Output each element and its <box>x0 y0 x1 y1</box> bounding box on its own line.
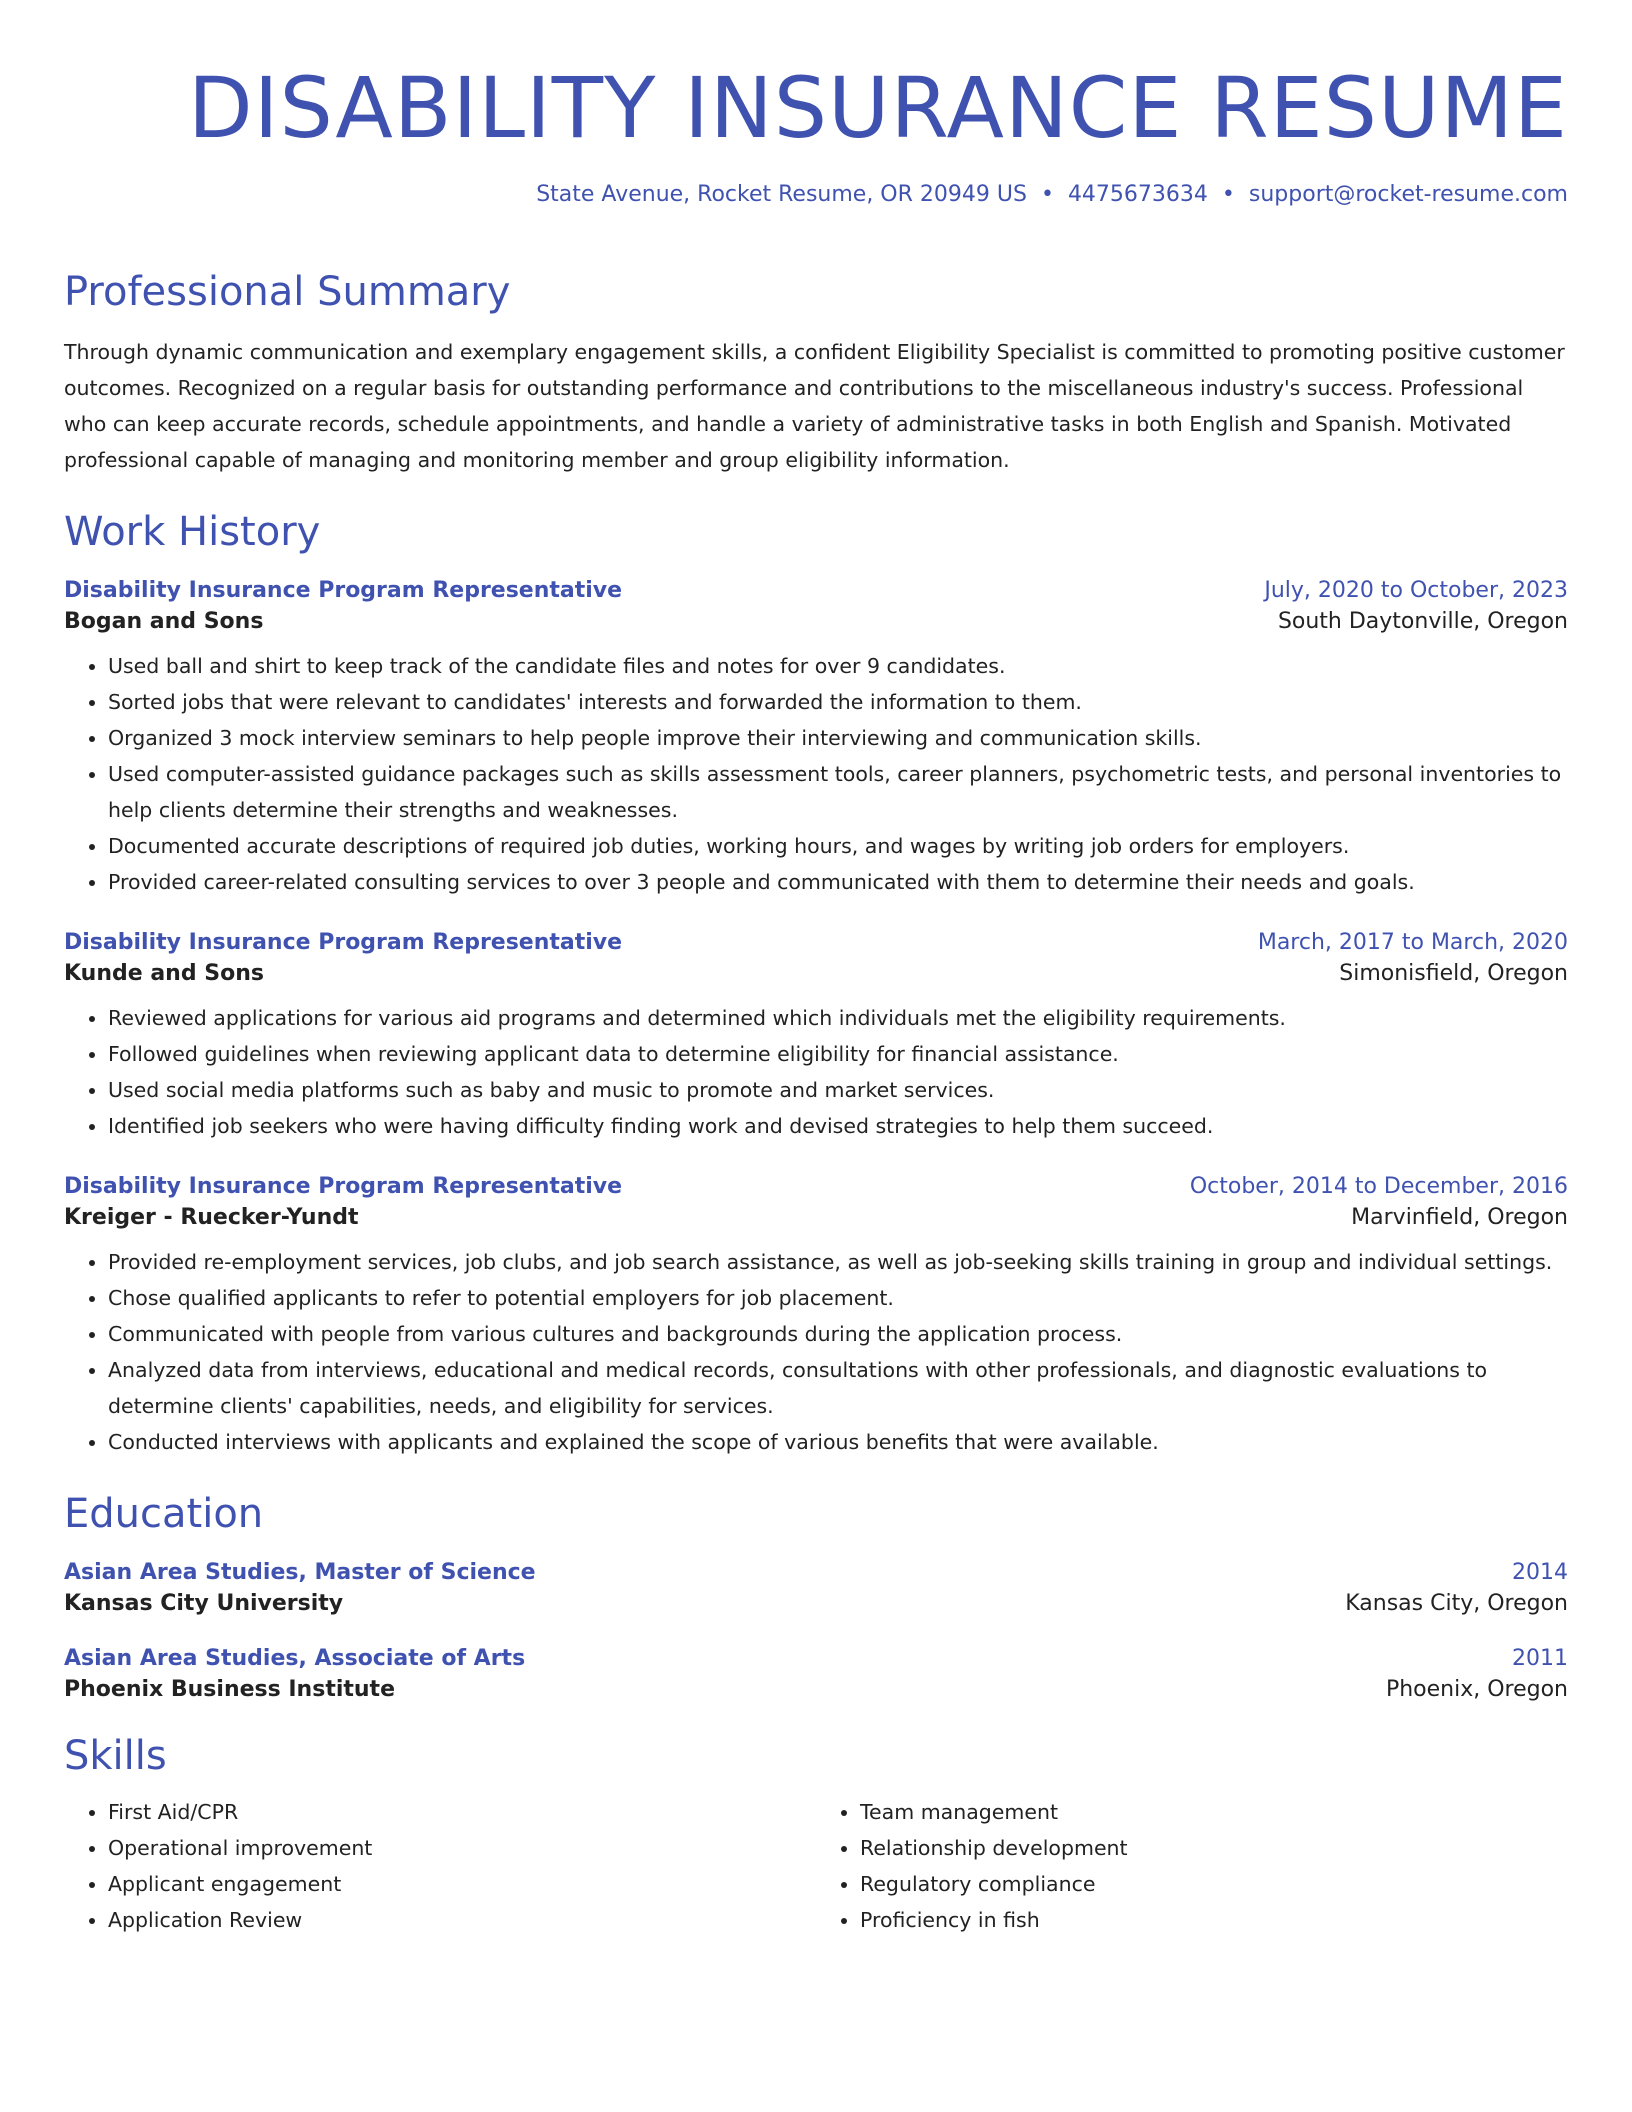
contact-separator: • <box>1040 182 1054 207</box>
work-section <box>64 508 1568 1460</box>
school-location: Kansas City, Oregon <box>1345 1591 1568 1616</box>
list-item: • Followed guidelines when reviewing applicant data to determine eligibility for financial assistance. <box>108 1036 1568 1072</box>
job-company: Kunde and Sons <box>64 961 264 986</box>
job-dates: July, 2020 to October, 2023 <box>1264 578 1568 603</box>
job-company: Bogan and Sons <box>64 609 264 634</box>
skill-item: • First Aid/CPR <box>108 1794 816 1830</box>
list-item: • Provided career-related consulting services to over 3 people and communicated with them to determine their needs and goals. <box>108 864 1568 900</box>
job-dates: October, 2014 to December, 2016 <box>1189 1174 1568 1199</box>
contact-email[interactable]: support@rocket-resume.com <box>1248 182 1568 207</box>
school-name: Phoenix Business Institute <box>64 1677 395 1702</box>
graduation-year: 2014 <box>1512 1560 1568 1585</box>
job-role: Disability Insurance Program Representative <box>64 1174 623 1199</box>
education-section <box>64 1490 1568 1702</box>
job-location: Simonisfield, Oregon <box>1339 961 1568 986</box>
list-item: • Sorted jobs that were relevant to candidates' interests and forwarded the information to them. <box>108 684 1568 720</box>
list-item: • Organized 3 mock interview seminars to help people improve their interviewing and communication skills. <box>108 720 1568 756</box>
contact-separator: • <box>1221 182 1235 207</box>
list-item: • Identified job seekers who were having difficulty finding work and devised strategies to help them succeed. <box>108 1108 1568 1144</box>
summary-section <box>64 268 1568 478</box>
job-role: Disability Insurance Program Representative <box>64 930 623 955</box>
skill-item: • Application Review <box>108 1902 816 1938</box>
school-location: Phoenix, Oregon <box>1385 1677 1568 1702</box>
list-item: • Used social media platforms such as baby and music to promote and market services. <box>108 1072 1568 1108</box>
degree: Asian Area Studies, Master of Science <box>64 1560 536 1585</box>
job-company: Kreiger - Ruecker-Yundt <box>64 1205 359 1230</box>
list-item: • Provided re-employment services, job clubs, and job search assistance, as well as job-seeking skills training in group and individual settings. <box>108 1244 1568 1280</box>
skills-columns <box>64 1794 1568 1938</box>
job-role: Disability Insurance Program Representative <box>64 578 623 603</box>
contact-phone: 4475673634 <box>1067 182 1208 207</box>
job-location: South Daytonville, Oregon <box>1277 609 1568 634</box>
job-location: Marvinfield, Oregon <box>1351 1205 1568 1230</box>
skill-item: • Team management <box>860 1794 1568 1830</box>
summary-text: Through dynamic communication and exemplary engagement skills, a confident Eligibility Specialist is committed to promoting positive customer outcomes. Recognized on a regular basis for outstanding performance and contributions to the miscellaneous industry's success. Professional who can keep accurate records, schedule appointments, and handle a variety of administrative tasks in both English and Spanish. Motivated professional capable of managing and monitoring member and group eligibility information. <box>64 340 1565 472</box>
list-item: • Analyzed data from interviews, educational and medical records, consultations with other professionals, and diagnostic evaluations to determine clients' capabilities, needs, and eligibility for services. <box>108 1352 1568 1424</box>
list-item: • Used computer-assisted guidance packages such as skills assessment tools, career planners, psychometric tests, and personal inventories to help clients determine their strengths and weaknesses. <box>108 756 1568 828</box>
summary-heading: Professional Summary <box>64 269 511 315</box>
list-item: • Documented accurate descriptions of required job duties, working hours, and wages by writing job orders for employers. <box>108 828 1568 864</box>
skills-heading: Skills <box>64 1733 167 1779</box>
skill-item: • Relationship development <box>860 1830 1568 1866</box>
education-heading: Education <box>64 1491 264 1537</box>
list-item: • Conducted interviews with applicants and explained the scope of various benefits that were available. <box>108 1424 1568 1460</box>
list-item: • Reviewed applications for various aid programs and determined which individuals met the eligibility requirements. <box>108 1000 1568 1036</box>
skills-section <box>64 1732 1568 1938</box>
contact-address: State Avenue, Rocket Resume, OR 20949 US <box>536 182 1027 207</box>
skills-list-right <box>816 1794 1568 1938</box>
skill-item: • Proficiency in fish <box>860 1902 1568 1938</box>
education-entry <box>64 1646 1568 1702</box>
school-name: Kansas City University <box>64 1591 344 1616</box>
skill-item: • Operational improvement <box>108 1830 816 1866</box>
list-item: • Communicated with people from various cultures and backgrounds during the application process. <box>108 1316 1568 1352</box>
job-entry <box>64 930 1568 1144</box>
list-item: • Used ball and shirt to keep track of the candidate files and notes for over 9 candidates. <box>108 648 1568 684</box>
job-entry <box>64 1174 1568 1460</box>
resume-title: DISABILITY INSURANCE RESUME <box>188 59 1568 157</box>
work-heading: Work History <box>64 509 321 555</box>
job-bullets <box>64 1244 1568 1460</box>
job-bullets <box>64 1000 1568 1144</box>
job-bullets <box>64 648 1568 900</box>
contact-line <box>536 182 1568 207</box>
graduation-year: 2011 <box>1512 1646 1568 1671</box>
skills-list-left <box>64 1794 816 1938</box>
job-entry <box>64 578 1568 900</box>
job-dates: March, 2017 to March, 2020 <box>1257 930 1568 955</box>
skill-item: • Applicant engagement <box>108 1866 816 1902</box>
list-item: • Chose qualified applicants to refer to potential employers for job placement. <box>108 1280 1568 1316</box>
skill-item: • Regulatory compliance <box>860 1866 1568 1902</box>
degree: Asian Area Studies, Associate of Arts <box>64 1646 526 1671</box>
education-entry <box>64 1560 1568 1616</box>
